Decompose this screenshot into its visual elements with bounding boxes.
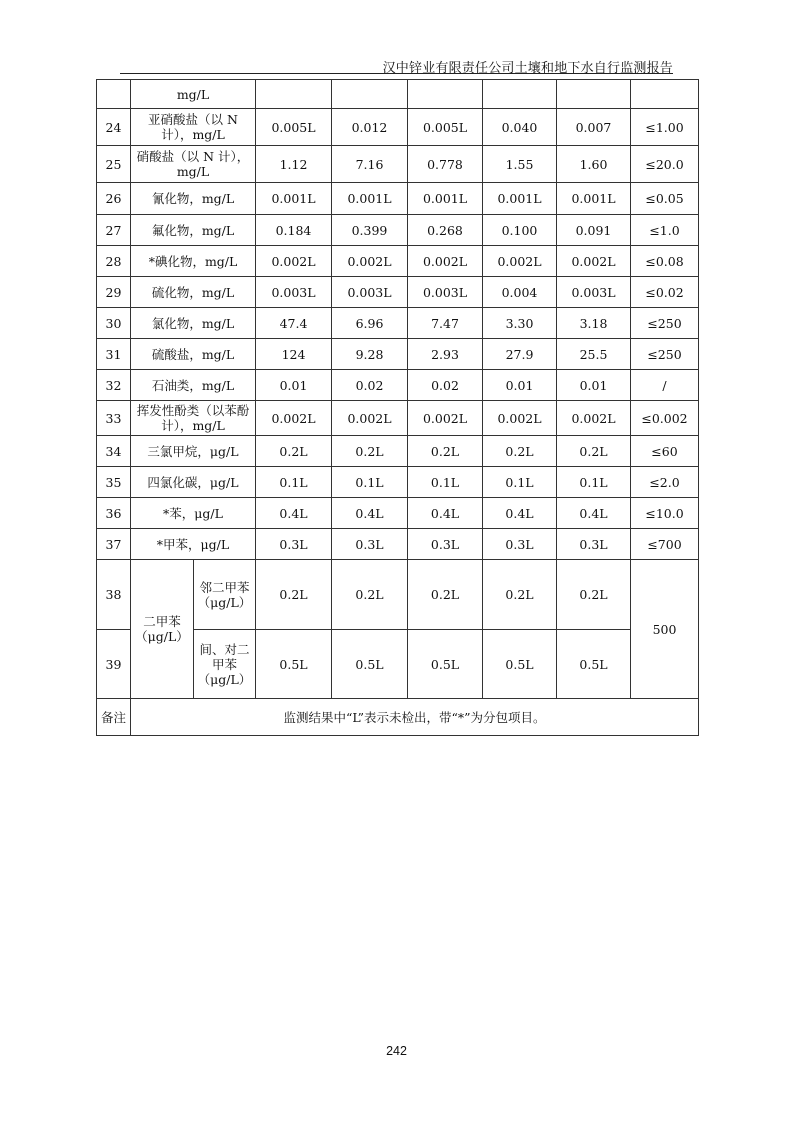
result-cell: 0.4L: [332, 498, 408, 529]
parameter-name: 硫酸盐，mg/L: [131, 339, 256, 370]
result-cell: 0.002L: [408, 401, 483, 436]
parameter-name: 硫化物，mg/L: [131, 277, 256, 308]
result-cell: 7.47: [408, 308, 483, 339]
result-cell: [483, 80, 557, 109]
result-cell: 1.55: [483, 146, 557, 183]
table-row: [97, 80, 699, 109]
result-cell: 0.4L: [557, 498, 631, 529]
result-cell: 0.184: [256, 215, 332, 246]
result-cell: 0.2L: [557, 560, 631, 630]
result-cell: 0.01: [256, 370, 332, 401]
result-cell: 0.3L: [483, 529, 557, 560]
limit-cell: /: [631, 370, 699, 401]
parameter-name: 挥发性酚类（以苯酚计），mg/L: [131, 401, 256, 436]
result-cell: 0.4L: [408, 498, 483, 529]
result-cell: 0.01: [483, 370, 557, 401]
limit-cell: ≤0.05: [631, 183, 699, 215]
result-cell: 0.5L: [256, 630, 332, 699]
row-number: 28: [97, 246, 131, 277]
result-cell: 0.002L: [483, 246, 557, 277]
result-cell: 1.12: [256, 146, 332, 183]
result-cell: 0.2L: [483, 436, 557, 467]
result-cell: 0.040: [483, 109, 557, 146]
limit-cell: ≤20.0: [631, 146, 699, 183]
result-cell: 0.1L: [557, 467, 631, 498]
parameter-sub-name: 邻二甲苯（μg/L）: [194, 560, 256, 630]
result-cell: 0.5L: [557, 630, 631, 699]
table-row: [97, 339, 699, 370]
result-cell: 0.3L: [332, 529, 408, 560]
result-cell: 0.1L: [483, 467, 557, 498]
result-cell: 0.3L: [408, 529, 483, 560]
parameter-name: 亚硝酸盐（以 N 计），mg/L: [131, 109, 256, 146]
result-cell: 0.002L: [332, 246, 408, 277]
result-cell: 0.002L: [483, 401, 557, 436]
result-cell: 2.93: [408, 339, 483, 370]
result-cell: 0.007: [557, 109, 631, 146]
result-cell: 0.4L: [483, 498, 557, 529]
result-cell: 0.2L: [256, 436, 332, 467]
result-cell: 0.268: [408, 215, 483, 246]
row-number: 26: [97, 183, 131, 215]
limit-cell: ≤250: [631, 308, 699, 339]
limit-cell: ≤0.08: [631, 246, 699, 277]
result-cell: 0.2L: [408, 436, 483, 467]
result-cell: 0.5L: [483, 630, 557, 699]
result-cell: 0.2L: [557, 436, 631, 467]
result-cell: 0.2L: [483, 560, 557, 630]
result-cell: 0.2L: [332, 436, 408, 467]
result-cell: 0.003L: [557, 277, 631, 308]
limit-cell: ≤1.0: [631, 215, 699, 246]
parameter-name: 硝酸盐（以 N 计），mg/L: [131, 146, 256, 183]
result-cell: 124: [256, 339, 332, 370]
remarks-row: [97, 699, 699, 736]
result-cell: 0.1L: [408, 467, 483, 498]
row-number: 36: [97, 498, 131, 529]
limit-cell: ≤10.0: [631, 498, 699, 529]
result-cell: 3.18: [557, 308, 631, 339]
result-cell: 7.16: [332, 146, 408, 183]
result-cell: 0.001L: [408, 183, 483, 215]
result-cell: 0.005L: [256, 109, 332, 146]
parameter-name: 氟化物，mg/L: [131, 215, 256, 246]
parameter-name: 四氯化碳，μg/L: [131, 467, 256, 498]
parameter-name: 氰化物，mg/L: [131, 183, 256, 215]
result-cell: 0.2L: [408, 560, 483, 630]
parameter-name: 石油类，mg/L: [131, 370, 256, 401]
groundwater-results-table: [96, 79, 699, 736]
result-cell: 0.003L: [408, 277, 483, 308]
result-cell: 0.778: [408, 146, 483, 183]
parameter-sub-name: 间、对二甲苯（μg/L）: [194, 630, 256, 699]
result-cell: [256, 80, 332, 109]
result-cell: [332, 80, 408, 109]
table-row: [97, 401, 699, 436]
result-cell: 0.1L: [256, 467, 332, 498]
result-cell: 0.091: [557, 215, 631, 246]
table-row: [97, 109, 699, 146]
row-number: 29: [97, 277, 131, 308]
xylene-limit-cell: 500: [631, 560, 699, 699]
row-number: 32: [97, 370, 131, 401]
row-number: 39: [97, 630, 131, 699]
limit-cell: ≤0.02: [631, 277, 699, 308]
parameter-name: mg/L: [131, 80, 256, 109]
result-cell: 0.399: [332, 215, 408, 246]
table-row: [97, 436, 699, 467]
limit-cell: [631, 80, 699, 109]
table-row: [97, 467, 699, 498]
result-cell: 0.100: [483, 215, 557, 246]
result-cell: 0.002L: [557, 401, 631, 436]
row-number: 37: [97, 529, 131, 560]
limit-cell: ≤60: [631, 436, 699, 467]
result-cell: 0.005L: [408, 109, 483, 146]
result-cell: 0.5L: [332, 630, 408, 699]
parameter-name: *碘化物，mg/L: [131, 246, 256, 277]
result-cell: 0.02: [332, 370, 408, 401]
result-cell: 0.012: [332, 109, 408, 146]
page-number: 242: [386, 1044, 407, 1058]
result-cell: 0.002L: [256, 401, 332, 436]
result-cell: 25.5: [557, 339, 631, 370]
row-number: 34: [97, 436, 131, 467]
result-cell: 0.2L: [332, 560, 408, 630]
row-number: 24: [97, 109, 131, 146]
result-cell: 0.001L: [483, 183, 557, 215]
result-cell: 0.1L: [332, 467, 408, 498]
parameter-name: *甲苯，μg/L: [131, 529, 256, 560]
parameter-name: *苯，μg/L: [131, 498, 256, 529]
table-row: [97, 370, 699, 401]
result-cell: [557, 80, 631, 109]
row-number: 25: [97, 146, 131, 183]
parameter-name: 三氯甲烷，μg/L: [131, 436, 256, 467]
result-cell: 0.003L: [332, 277, 408, 308]
table-row: [97, 183, 699, 215]
result-cell: 1.60: [557, 146, 631, 183]
result-cell: 0.004: [483, 277, 557, 308]
result-cell: 0.002L: [408, 246, 483, 277]
result-cell: 0.5L: [408, 630, 483, 699]
table-row: [97, 215, 699, 246]
row-number: 33: [97, 401, 131, 436]
result-cell: 0.002L: [256, 246, 332, 277]
result-cell: 0.02: [408, 370, 483, 401]
result-cell: 0.001L: [332, 183, 408, 215]
row-number: 30: [97, 308, 131, 339]
limit-cell: ≤1.00: [631, 109, 699, 146]
parameter-name: 氯化物，mg/L: [131, 308, 256, 339]
limit-cell: ≤0.002: [631, 401, 699, 436]
result-cell: 0.001L: [557, 183, 631, 215]
result-cell: 0.2L: [256, 560, 332, 630]
result-cell: 0.002L: [557, 246, 631, 277]
xylene-group-name: 二甲苯（μg/L）: [131, 560, 194, 699]
result-cell: 0.001L: [256, 183, 332, 215]
row-number: 38: [97, 560, 131, 630]
result-cell: 0.01: [557, 370, 631, 401]
table-row: [97, 146, 699, 183]
table-row: [97, 529, 699, 560]
result-cell: 0.4L: [256, 498, 332, 529]
table-row: [97, 308, 699, 339]
limit-cell: ≤2.0: [631, 467, 699, 498]
remarks-text: 监测结果中“L”表示未检出，带“*”为分包项目。: [131, 699, 699, 736]
table-row: [97, 498, 699, 529]
result-cell: 47.4: [256, 308, 332, 339]
result-cell: 0.3L: [256, 529, 332, 560]
result-cell: 3.30: [483, 308, 557, 339]
limit-cell: ≤250: [631, 339, 699, 370]
result-cell: 0.002L: [332, 401, 408, 436]
result-cell: 0.3L: [557, 529, 631, 560]
limit-cell: ≤700: [631, 529, 699, 560]
row-number: 27: [97, 215, 131, 246]
table-row: [97, 560, 699, 630]
row-number: 35: [97, 467, 131, 498]
result-cell: 9.28: [332, 339, 408, 370]
result-cell: 27.9: [483, 339, 557, 370]
table-row: [97, 277, 699, 308]
result-cell: 0.003L: [256, 277, 332, 308]
report-header-title: 汉中锌业有限责任公司土壤和地下水自行监测报告: [382, 61, 673, 76]
result-cell: 6.96: [332, 308, 408, 339]
result-cell: [408, 80, 483, 109]
header-rule: [120, 73, 673, 74]
row-number: [97, 80, 131, 109]
remarks-label: 备注: [97, 699, 131, 736]
table-row: [97, 246, 699, 277]
row-number: 31: [97, 339, 131, 370]
